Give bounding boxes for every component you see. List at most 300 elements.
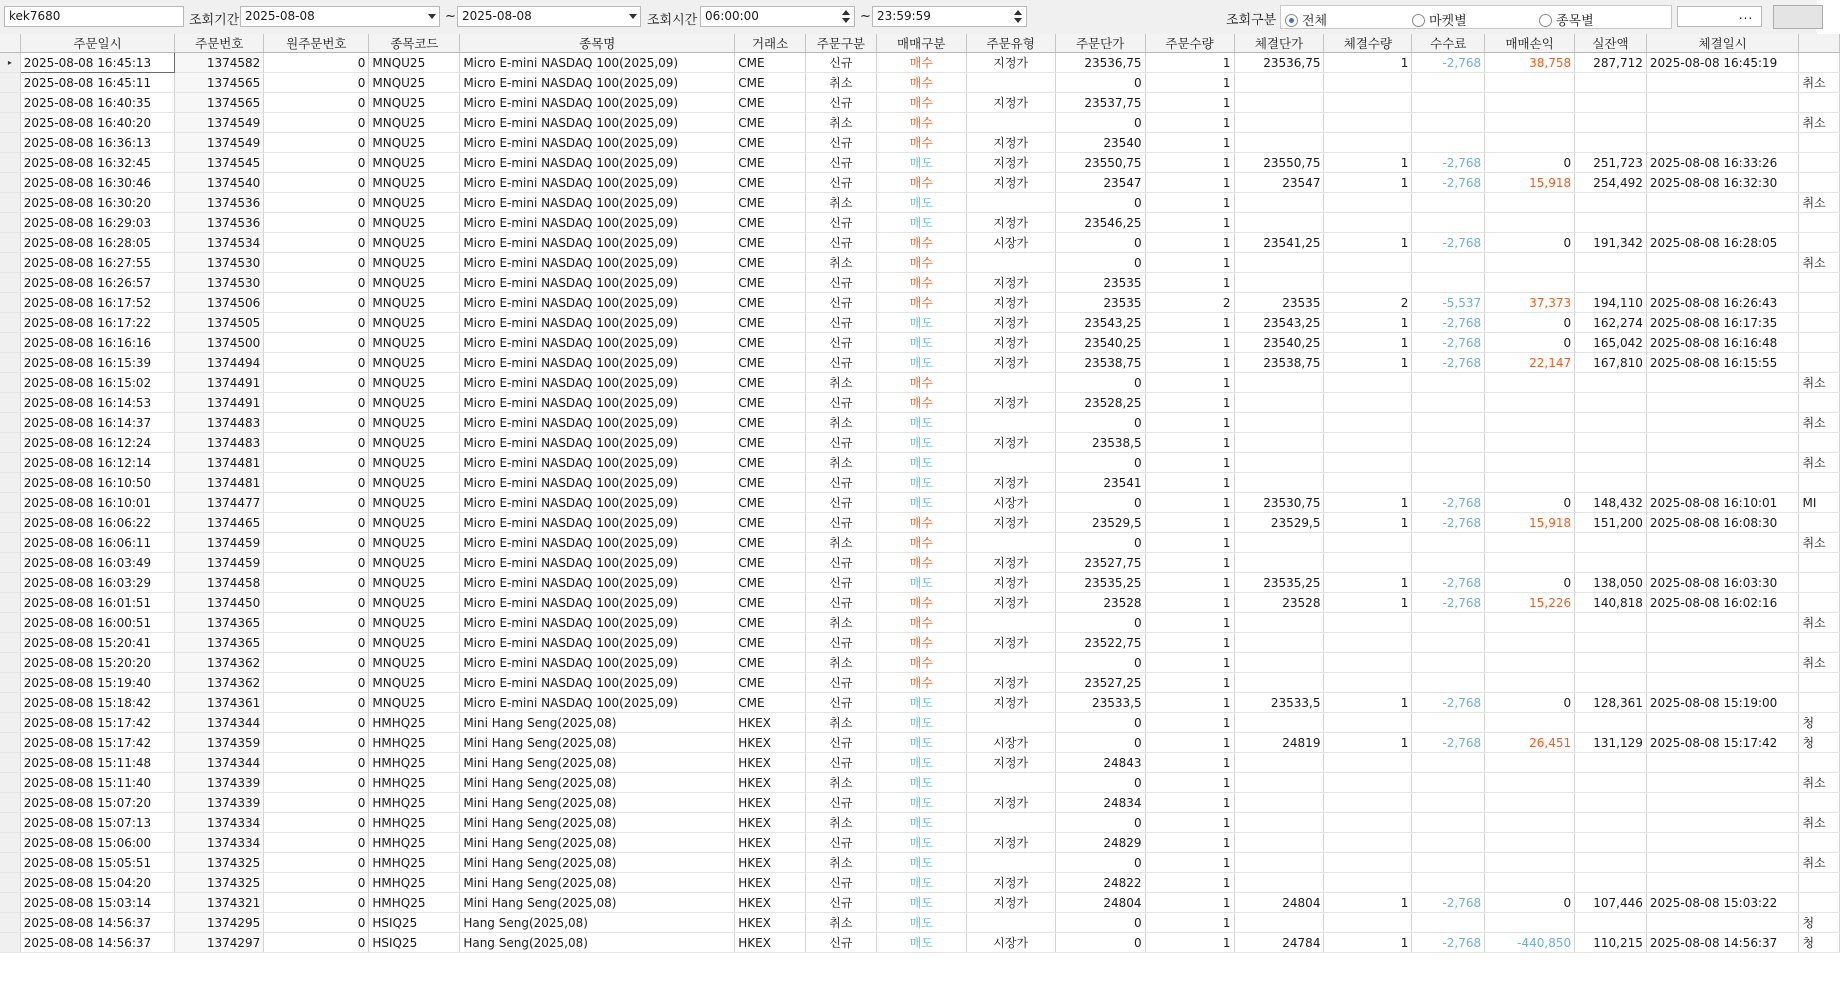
table-row[interactable] [0, 653, 1840, 673]
table-row[interactable] [0, 113, 1840, 133]
table-row[interactable] [0, 253, 1840, 273]
cell-order-type: 지정가 [966, 333, 1055, 353]
cell-exchange: HKEX [735, 933, 806, 953]
time-to-value: 23:59:59 [877, 9, 931, 23]
cell-fill-price [1234, 633, 1324, 653]
row-indicator[interactable] [0, 153, 20, 173]
column-header-order-type[interactable]: 주문유형 [966, 34, 1055, 53]
cell-order-kind: 신규 [805, 213, 876, 233]
cell-original-order-number: 0 [264, 473, 369, 493]
cell-fill-qty [1324, 113, 1412, 133]
cell-trade-side: 매도 [876, 873, 966, 893]
row-indicator[interactable] [0, 253, 20, 273]
radio-market[interactable] [1412, 10, 1467, 29]
cell-note [1799, 873, 1840, 893]
row-indicator[interactable] [0, 373, 20, 393]
cell-order-type: 지정가 [966, 593, 1055, 613]
cell-symbol-code: MNQU25 [369, 293, 460, 313]
cell-fee: -2,768 [1412, 933, 1485, 953]
cell-original-order-number: 0 [264, 753, 369, 773]
row-indicator[interactable] [0, 393, 20, 413]
cell-fill-qty [1324, 253, 1412, 273]
table-row[interactable] [0, 293, 1840, 313]
cell-order-type: 지정가 [966, 553, 1055, 573]
cell-order-type: 지정가 [966, 753, 1055, 773]
cell-symbol-name: Micro E-mini NASDAQ 100(2025,09) [460, 413, 735, 433]
cell-balance [1575, 473, 1647, 493]
cell-exchange: HKEX [735, 913, 806, 933]
row-indicator[interactable] [0, 833, 20, 853]
cell-order-number: 1374321 [175, 893, 264, 913]
cell-symbol-name: Mini Hang Seng(2025,08) [460, 813, 735, 833]
cell-order-price: 0 [1055, 713, 1145, 733]
cell-trade-side: 매도 [876, 853, 966, 873]
table-row[interactable] [0, 593, 1840, 613]
row-indicator[interactable] [0, 473, 20, 493]
row-indicator[interactable] [0, 353, 20, 373]
cell-order-number: 1374536 [175, 193, 264, 213]
spin-up-icon[interactable] [842, 10, 850, 15]
table-row[interactable] [0, 713, 1840, 733]
cell-order-price: 23527,75 [1055, 553, 1145, 573]
row-indicator[interactable] [0, 73, 20, 93]
row-indicator[interactable] [0, 653, 20, 673]
table-row[interactable] [0, 673, 1840, 693]
cell-trade-pnl [1485, 133, 1575, 153]
table-row[interactable] [0, 573, 1840, 593]
cell-fee [1412, 413, 1485, 433]
table-row[interactable] [0, 53, 1840, 73]
cell-fill-qty [1324, 193, 1412, 213]
cell-symbol-name: Micro E-mini NASDAQ 100(2025,09) [460, 193, 735, 213]
cell-fee [1412, 813, 1485, 833]
cell-note [1799, 213, 1840, 233]
cell-note [1799, 93, 1840, 113]
row-indicator[interactable] [0, 493, 20, 513]
cell-order-kind: 취소 [805, 653, 876, 673]
table-row[interactable] [0, 193, 1840, 213]
cell-order-datetime: 2025-08-08 16:01:51 [20, 593, 175, 613]
cell-order-datetime: 2025-08-08 15:19:40 [20, 673, 175, 693]
cell-symbol-code: MNQU25 [369, 513, 460, 533]
cell-order-datetime: 2025-08-08 16:32:45 [20, 153, 175, 173]
table-row[interactable] [0, 233, 1840, 253]
row-indicator[interactable] [0, 513, 20, 533]
column-header-balance[interactable]: 실잔액 [1575, 34, 1647, 53]
cell-fill-qty: 1 [1324, 593, 1412, 613]
cell-original-order-number: 0 [264, 653, 369, 673]
chevron-down-icon[interactable] [629, 14, 637, 19]
row-indicator[interactable] [0, 613, 20, 633]
row-indicator[interactable] [0, 133, 20, 153]
column-header-fill-qty[interactable]: 체결수량 [1324, 34, 1412, 53]
cell-order-number: 1374295 [175, 913, 264, 933]
row-indicator[interactable] [0, 753, 20, 773]
cell-fee [1412, 773, 1485, 793]
column-header-order-kind[interactable]: 주문구분 [805, 34, 876, 53]
table-row[interactable] [0, 813, 1840, 833]
row-indicator[interactable] [0, 873, 20, 893]
query-button[interactable] [1773, 5, 1823, 29]
cell-fill-qty [1324, 433, 1412, 453]
cell-trade-pnl [1485, 533, 1575, 553]
cell-trade-pnl [1485, 213, 1575, 233]
cell-symbol-code: MNQU25 [369, 593, 460, 613]
cell-symbol-name: Micro E-mini NASDAQ 100(2025,09) [460, 273, 735, 293]
cell-order-kind: 신규 [805, 353, 876, 373]
cell-symbol-code: MNQU25 [369, 193, 460, 213]
cell-fill-qty: 1 [1324, 573, 1412, 593]
cell-fill-qty: 1 [1324, 153, 1412, 173]
cell-balance [1575, 613, 1647, 633]
table-row[interactable] [0, 693, 1840, 713]
row-indicator[interactable] [0, 933, 20, 953]
cell-fee [1412, 93, 1485, 113]
table-row[interactable] [0, 133, 1840, 153]
cell-fill-price: 24819 [1234, 733, 1324, 753]
column-header-order-price[interactable]: 주문단가 [1055, 34, 1145, 53]
date-from-combo[interactable] [240, 6, 440, 27]
time-from-spinner[interactable] [841, 8, 852, 25]
cell-order-datetime: 2025-08-08 16:10:50 [20, 473, 175, 493]
cell-symbol-name: Mini Hang Seng(2025,08) [460, 853, 735, 873]
cell-original-order-number: 0 [264, 513, 369, 533]
cell-order-type [966, 613, 1055, 633]
row-indicator[interactable] [0, 813, 20, 833]
cell-fill-price [1234, 93, 1324, 113]
cell-fee [1412, 753, 1485, 773]
row-indicator[interactable] [0, 773, 20, 793]
row-indicator[interactable] [0, 733, 20, 753]
cell-symbol-name: Micro E-mini NASDAQ 100(2025,09) [460, 593, 735, 613]
cell-order-qty: 1 [1145, 573, 1234, 593]
cell-order-kind: 신규 [805, 553, 876, 573]
table-row[interactable] [0, 433, 1840, 453]
row-indicator[interactable] [0, 913, 20, 933]
column-header-trade-pnl[interactable]: 매매손익 [1485, 34, 1575, 53]
date-to-combo[interactable] [457, 6, 641, 27]
cell-fill-price [1234, 773, 1324, 793]
account-field[interactable]: kek7680 [4, 6, 184, 27]
cell-symbol-name: Micro E-mini NASDAQ 100(2025,09) [460, 233, 735, 253]
cell-trade-pnl [1485, 113, 1575, 133]
row-indicator[interactable] [0, 593, 20, 613]
cell-note [1799, 233, 1840, 253]
cell-fill-price [1234, 273, 1324, 293]
cell-order-qty: 1 [1145, 233, 1234, 253]
cell-symbol-code: MNQU25 [369, 393, 460, 413]
table-row[interactable] [0, 833, 1840, 853]
column-header-order-number[interactable]: 주문번호 [175, 34, 264, 53]
order-history-table [0, 34, 1840, 953]
column-header-symbol-name[interactable]: 종목명 [460, 34, 735, 53]
cell-order-qty: 1 [1145, 373, 1234, 393]
table-row[interactable] [0, 313, 1840, 333]
cell-order-qty: 1 [1145, 213, 1234, 233]
row-indicator[interactable] [0, 533, 20, 553]
cell-order-kind: 신규 [805, 733, 876, 753]
column-header-fill-price[interactable]: 체결단가 [1234, 34, 1324, 53]
row-indicator[interactable] [0, 553, 20, 573]
row-indicator[interactable] [0, 413, 20, 433]
row-indicator[interactable] [0, 193, 20, 213]
table-row[interactable] [0, 393, 1840, 413]
cell-note [1799, 273, 1840, 293]
cell-trade-side: 매도 [876, 913, 966, 933]
column-header-order-datetime[interactable]: 주문일시 [20, 34, 175, 53]
cell-trade-side: 매수 [876, 273, 966, 293]
cell-trade-pnl [1485, 373, 1575, 393]
cell-trade-pnl [1485, 653, 1575, 673]
cell-exchange: CME [735, 473, 806, 493]
cell-order-qty: 1 [1145, 433, 1234, 453]
row-indicator[interactable] [0, 573, 20, 593]
cell-fill-price [1234, 413, 1324, 433]
table-row[interactable] [0, 73, 1840, 93]
table-row[interactable] [0, 473, 1840, 493]
table-row[interactable] [0, 93, 1840, 113]
cell-order-price: 24804 [1055, 893, 1145, 913]
row-indicator[interactable] [0, 893, 20, 913]
cell-order-qty: 1 [1145, 173, 1234, 193]
cell-order-number: 1374481 [175, 453, 264, 473]
column-header-trade-side[interactable]: 매매구분 [876, 34, 966, 53]
cell-symbol-name: Micro E-mini NASDAQ 100(2025,09) [460, 433, 735, 453]
row-indicator[interactable] [0, 633, 20, 653]
cell-order-type [966, 373, 1055, 393]
cell-balance [1575, 753, 1647, 773]
row-indicator[interactable] [0, 433, 20, 453]
cell-order-datetime: 2025-08-08 15:17:42 [20, 713, 175, 733]
column-header-fee[interactable]: 수수료 [1412, 34, 1485, 53]
row-indicator[interactable] [0, 713, 20, 733]
row-indicator[interactable] [0, 93, 20, 113]
cell-original-order-number: 0 [264, 853, 369, 873]
column-header-exchange[interactable]: 거래소 [735, 34, 806, 53]
table-row[interactable] [0, 413, 1840, 433]
radio-all[interactable] [1285, 10, 1327, 29]
cell-trade-side: 매도 [876, 753, 966, 773]
query-toolbar [0, 0, 1817, 35]
cell-order-type [966, 453, 1055, 473]
table-row[interactable] [0, 893, 1840, 913]
cell-trade-pnl [1485, 553, 1575, 573]
cell-symbol-code: MNQU25 [369, 473, 460, 493]
cell-order-price: 23528,25 [1055, 393, 1145, 413]
cell-fee: -2,768 [1412, 153, 1485, 173]
row-indicator[interactable] [0, 113, 20, 133]
cell-fill-qty [1324, 533, 1412, 553]
cell-order-type: 지정가 [966, 893, 1055, 913]
table-row[interactable] [0, 173, 1840, 193]
table-row[interactable] [0, 933, 1840, 953]
cell-trade-side: 매수 [876, 593, 966, 613]
cell-fill-price [1234, 133, 1324, 153]
cell-order-kind: 신규 [805, 93, 876, 113]
table-row[interactable] [0, 213, 1840, 233]
cell-note: 취소 [1799, 773, 1840, 793]
cell-trade-pnl [1485, 833, 1575, 853]
cell-order-datetime: 2025-08-08 15:17:42 [20, 733, 175, 753]
table-row[interactable] [0, 333, 1840, 353]
cell-order-datetime: 2025-08-08 16:30:46 [20, 173, 175, 193]
cell-original-order-number: 0 [264, 393, 369, 413]
row-indicator[interactable] [0, 453, 20, 473]
time-to-spinner[interactable] [1013, 8, 1024, 25]
spin-up-icon[interactable] [1014, 10, 1022, 15]
cell-fee [1412, 453, 1485, 473]
cell-order-kind: 신규 [805, 333, 876, 353]
cell-order-number: 1374325 [175, 873, 264, 893]
cell-trade-pnl [1485, 93, 1575, 113]
cell-order-datetime: 2025-08-08 15:03:14 [20, 893, 175, 913]
table-row[interactable] [0, 773, 1840, 793]
cell-fill-qty [1324, 393, 1412, 413]
row-indicator[interactable] [0, 673, 20, 693]
cell-fill-qty: 2 [1324, 293, 1412, 313]
row-indicator[interactable] [0, 173, 20, 193]
column-header-note[interactable] [1799, 34, 1840, 53]
row-indicator[interactable] [0, 793, 20, 813]
cell-trade-pnl [1485, 633, 1575, 653]
cell-order-number: 1374565 [175, 93, 264, 113]
row-indicator[interactable] [0, 273, 20, 293]
cell-order-number: 1374536 [175, 213, 264, 233]
cell-symbol-name: Micro E-mini NASDAQ 100(2025,09) [460, 653, 735, 673]
table-row[interactable] [0, 373, 1840, 393]
row-indicator[interactable]: ▸ [0, 53, 20, 73]
table-row[interactable] [0, 553, 1840, 573]
table-row[interactable] [0, 753, 1840, 773]
cell-order-kind: 신규 [805, 573, 876, 593]
cell-order-qty: 1 [1145, 333, 1234, 353]
cell-trade-pnl: 26,451 [1485, 733, 1575, 753]
cell-note [1799, 173, 1840, 193]
cell-note [1799, 153, 1840, 173]
cell-symbol-name: Mini Hang Seng(2025,08) [460, 773, 735, 793]
cell-trade-pnl: 15,226 [1485, 593, 1575, 613]
cell-fill-datetime: 2025-08-08 16:02:16 [1646, 593, 1799, 613]
cell-order-number: 1374530 [175, 273, 264, 293]
cell-order-type [966, 113, 1055, 133]
cell-exchange: CME [735, 373, 806, 393]
row-indicator[interactable] [0, 313, 20, 333]
cell-original-order-number: 0 [264, 713, 369, 733]
cell-exchange: CME [735, 493, 806, 513]
column-header-original-order-number[interactable]: 원주문번호 [264, 34, 369, 53]
cell-exchange: CME [735, 513, 806, 533]
cell-symbol-name: Micro E-mini NASDAQ 100(2025,09) [460, 313, 735, 333]
cell-trade-side: 매도 [876, 153, 966, 173]
cell-order-datetime: 2025-08-08 15:06:00 [20, 833, 175, 853]
cell-note: MI [1799, 493, 1840, 513]
cell-trade-side: 매도 [876, 833, 966, 853]
time-label: 조회시간 [647, 13, 698, 28]
table-row[interactable] [0, 353, 1840, 373]
cell-balance: 151,200 [1575, 513, 1647, 533]
cell-exchange: CME [735, 213, 806, 233]
cell-fill-qty: 1 [1324, 933, 1412, 953]
table-row[interactable] [0, 533, 1840, 553]
time-from-field[interactable] [700, 6, 855, 27]
cell-fill-qty [1324, 633, 1412, 653]
cell-symbol-name: Hang Seng(2025,08) [460, 913, 735, 933]
ellipsis-button[interactable]: ... [1738, 8, 1754, 22]
cell-order-price: 0 [1055, 913, 1145, 933]
column-header-fill-datetime[interactable]: 체결일시 [1646, 34, 1799, 53]
table-row[interactable] [0, 153, 1840, 173]
cell-order-price: 0 [1055, 453, 1145, 473]
cell-note: 취소 [1799, 453, 1840, 473]
table-row[interactable] [0, 513, 1840, 533]
column-header-symbol-code[interactable]: 종목코드 [369, 34, 460, 53]
cell-note [1799, 753, 1840, 773]
cell-exchange: HKEX [735, 873, 806, 893]
cell-fill-price [1234, 653, 1324, 673]
row-indicator[interactable] [0, 693, 20, 713]
table-row[interactable] [0, 633, 1840, 653]
radio-symbol[interactable] [1539, 10, 1594, 29]
spin-down-icon[interactable] [842, 18, 850, 23]
table-row[interactable] [0, 733, 1840, 753]
table-row[interactable] [0, 793, 1840, 813]
cell-order-price: 0 [1055, 413, 1145, 433]
table-row[interactable] [0, 453, 1840, 473]
cell-trade-side: 매수 [876, 533, 966, 553]
cell-fill-datetime [1646, 613, 1799, 633]
cell-original-order-number: 0 [264, 333, 369, 353]
table-row[interactable] [0, 493, 1840, 513]
extra-filter-field[interactable] [1677, 6, 1762, 27]
row-indicator[interactable] [0, 293, 20, 313]
cell-order-price: 0 [1055, 493, 1145, 513]
cell-note: 취소 [1799, 533, 1840, 553]
cell-fill-datetime: 2025-08-08 16:17:35 [1646, 313, 1799, 333]
cell-trade-pnl: 0 [1485, 153, 1575, 173]
cell-note [1799, 293, 1840, 313]
spin-down-icon[interactable] [1014, 18, 1022, 23]
cell-order-type [966, 813, 1055, 833]
table-row[interactable] [0, 273, 1840, 293]
table-row[interactable] [0, 873, 1840, 893]
column-header-order-qty[interactable]: 주문수량 [1145, 34, 1234, 53]
cell-order-number: 1374339 [175, 793, 264, 813]
cell-symbol-code: HSIQ25 [369, 913, 460, 933]
cell-order-number: 1374344 [175, 713, 264, 733]
cell-original-order-number: 0 [264, 873, 369, 893]
cell-exchange: CME [735, 313, 806, 333]
row-indicator[interactable] [0, 333, 20, 353]
row-indicator[interactable] [0, 213, 20, 233]
cell-exchange: CME [735, 273, 806, 293]
cell-exchange: CME [735, 133, 806, 153]
time-to-field[interactable] [872, 6, 1027, 27]
chevron-down-icon[interactable] [428, 14, 436, 19]
row-indicator[interactable] [0, 233, 20, 253]
cell-order-qty: 1 [1145, 653, 1234, 673]
table-row[interactable] [0, 913, 1840, 933]
table-row[interactable] [0, 613, 1840, 633]
cell-order-type: 지정가 [966, 433, 1055, 453]
cell-exchange: HKEX [735, 813, 806, 833]
cell-trade-pnl: -440,850 [1485, 933, 1575, 953]
cell-order-type [966, 193, 1055, 213]
cell-exchange: CME [735, 293, 806, 313]
cell-balance [1575, 73, 1647, 93]
cell-symbol-code: MNQU25 [369, 493, 460, 513]
row-indicator[interactable] [0, 853, 20, 873]
table-row[interactable] [0, 853, 1840, 873]
